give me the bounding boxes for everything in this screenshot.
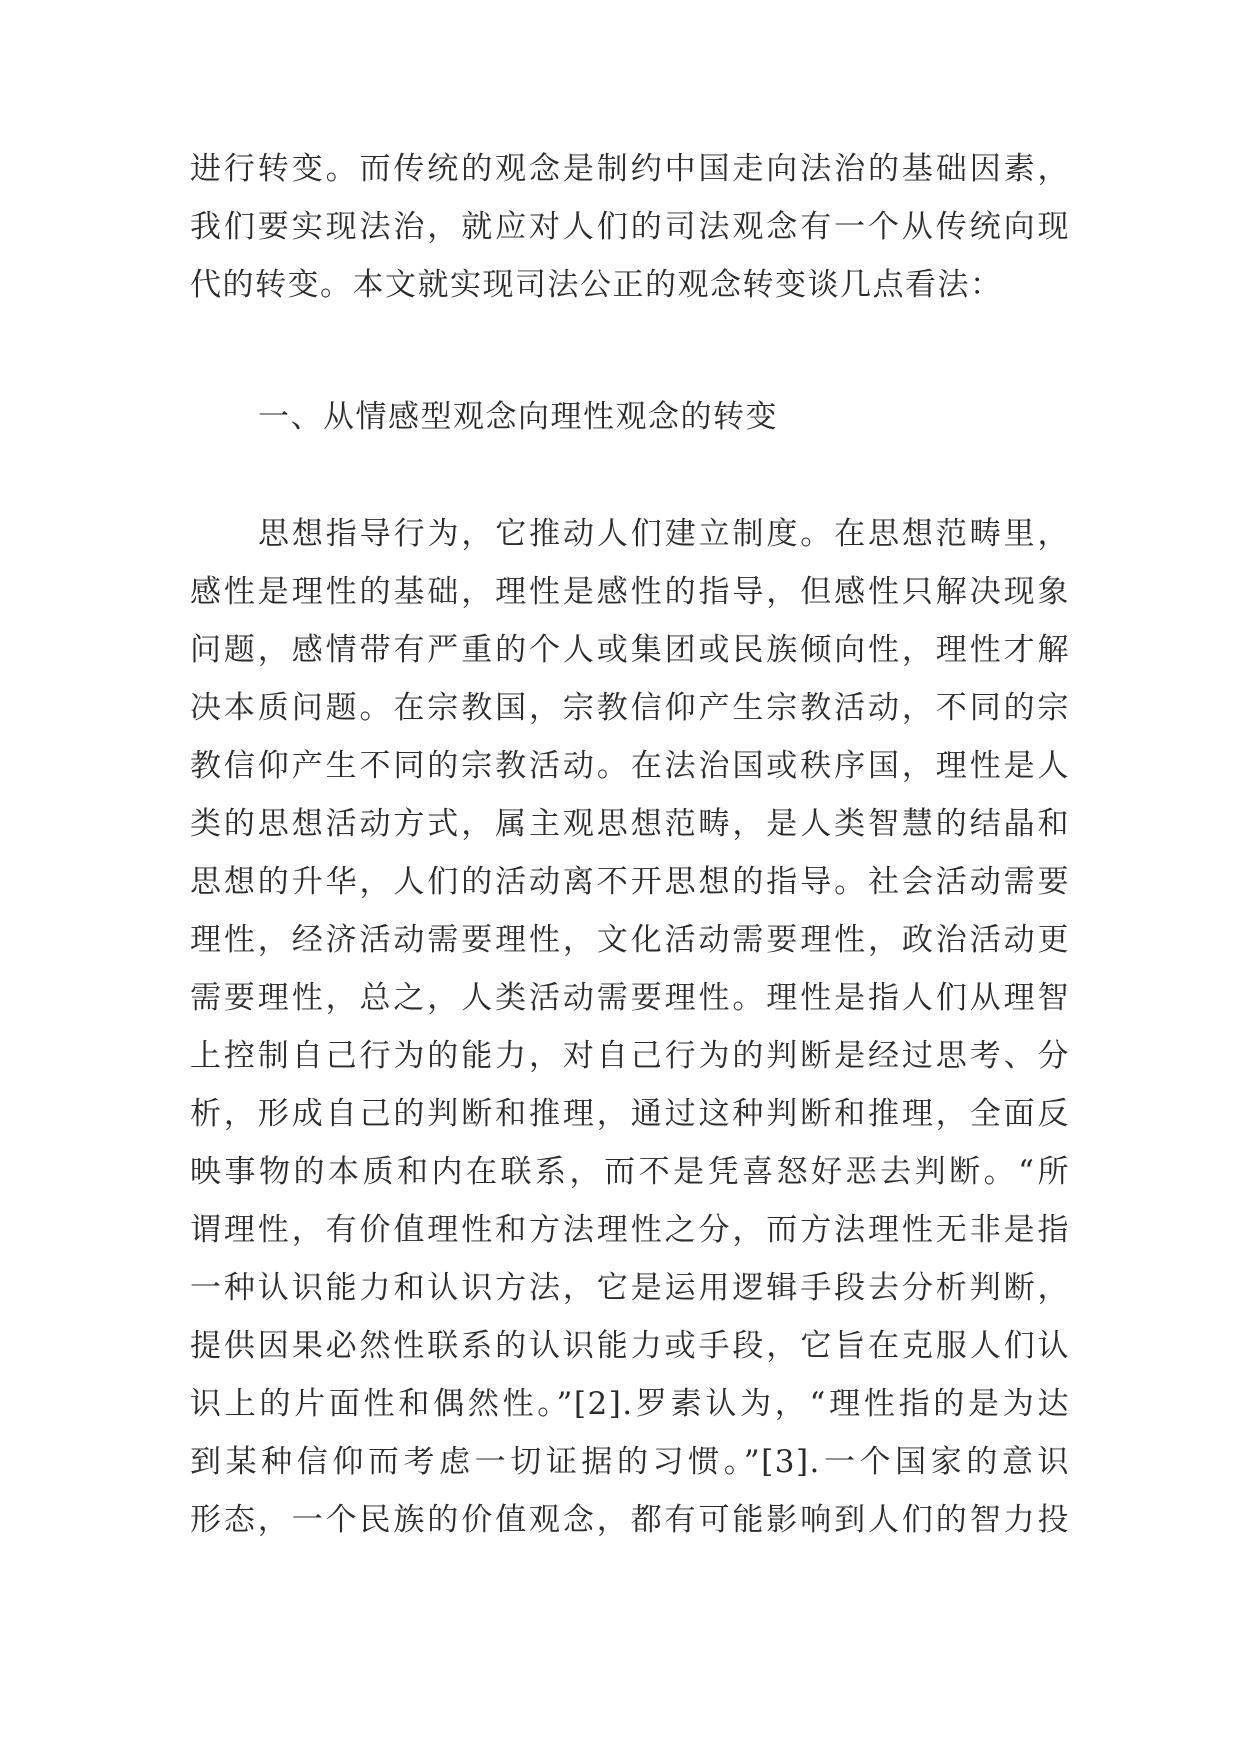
text-line: 谓理性，有价值理性和方法理性之分，而方法理性无非是指 bbox=[190, 1212, 1070, 1248]
text-line: 到某种信仰而考虑一切证据的习惯。”[3].一个国家的意识 bbox=[190, 1444, 1070, 1480]
section-heading bbox=[258, 388, 778, 446]
text-line: 代的转变。本文就实现司法公正的观念转变谈几点看法： bbox=[190, 267, 1003, 303]
text-line: 进行转变。而传统的观念是制约中国走向法治的基础因素， bbox=[190, 151, 1070, 187]
text-line: 问题，感情带有严重的个人或集团或民族倾向性，理性才解 bbox=[190, 632, 1070, 668]
text-line: 类的思想活动方式，属主观思想范畴，是人类智慧的结晶和 bbox=[190, 806, 1070, 842]
text-line: 决本质问题。在宗教国，宗教信仰产生宗教活动，不同的宗 bbox=[190, 690, 1070, 726]
text-line: 理性，经济活动需要理性，文化活动需要理性，政治活动更 bbox=[190, 922, 1070, 958]
text-line: 一种认识能力和认识方法，它是运用逻辑手段去分析判断， bbox=[190, 1270, 1070, 1306]
intro-paragraph bbox=[190, 140, 1070, 314]
text-line: 教信仰产生不同的宗教活动。在法治国或秩序国，理性是人 bbox=[190, 748, 1070, 784]
text-line: 思想的升华，人们的活动离不开思想的指导。社会活动需要 bbox=[190, 864, 1070, 900]
text-line: 思想指导行为，它推动人们建立制度。在思想范畴里， bbox=[258, 516, 1070, 552]
body-paragraph bbox=[190, 505, 1070, 1549]
text-line: 上控制自己行为的能力，对自己行为的判断是经过思考、分 bbox=[190, 1038, 1070, 1074]
text-line: 映事物的本质和内在联系，而不是凭喜怒好恶去判断。“所 bbox=[190, 1154, 1070, 1190]
text-line: 需要理性，总之，人类活动需要理性。理性是指人们从理智 bbox=[190, 980, 1070, 1016]
text-line: 感性是理性的基础，理性是感性的指导，但感性只解决现象 bbox=[190, 574, 1070, 610]
text-line: 提供因果必然性联系的认识能力或手段，它旨在克服人们认 bbox=[190, 1328, 1070, 1364]
text-line: 识上的片面性和偶然性。”[2].罗素认为，“理性指的是为达 bbox=[190, 1386, 1070, 1422]
text-line: 我们要实现法治，就应对人们的司法观念有一个从传统向现 bbox=[190, 209, 1070, 245]
text-line: 形态，一个民族的价值观念，都有可能影响到人们的智力投 bbox=[190, 1502, 1070, 1538]
text-line: 析，形成自己的判断和推理，通过这种判断和推理，全面反 bbox=[190, 1096, 1070, 1132]
section-heading-text: 一、从情感型观念向理性观念的转变 bbox=[258, 399, 778, 435]
